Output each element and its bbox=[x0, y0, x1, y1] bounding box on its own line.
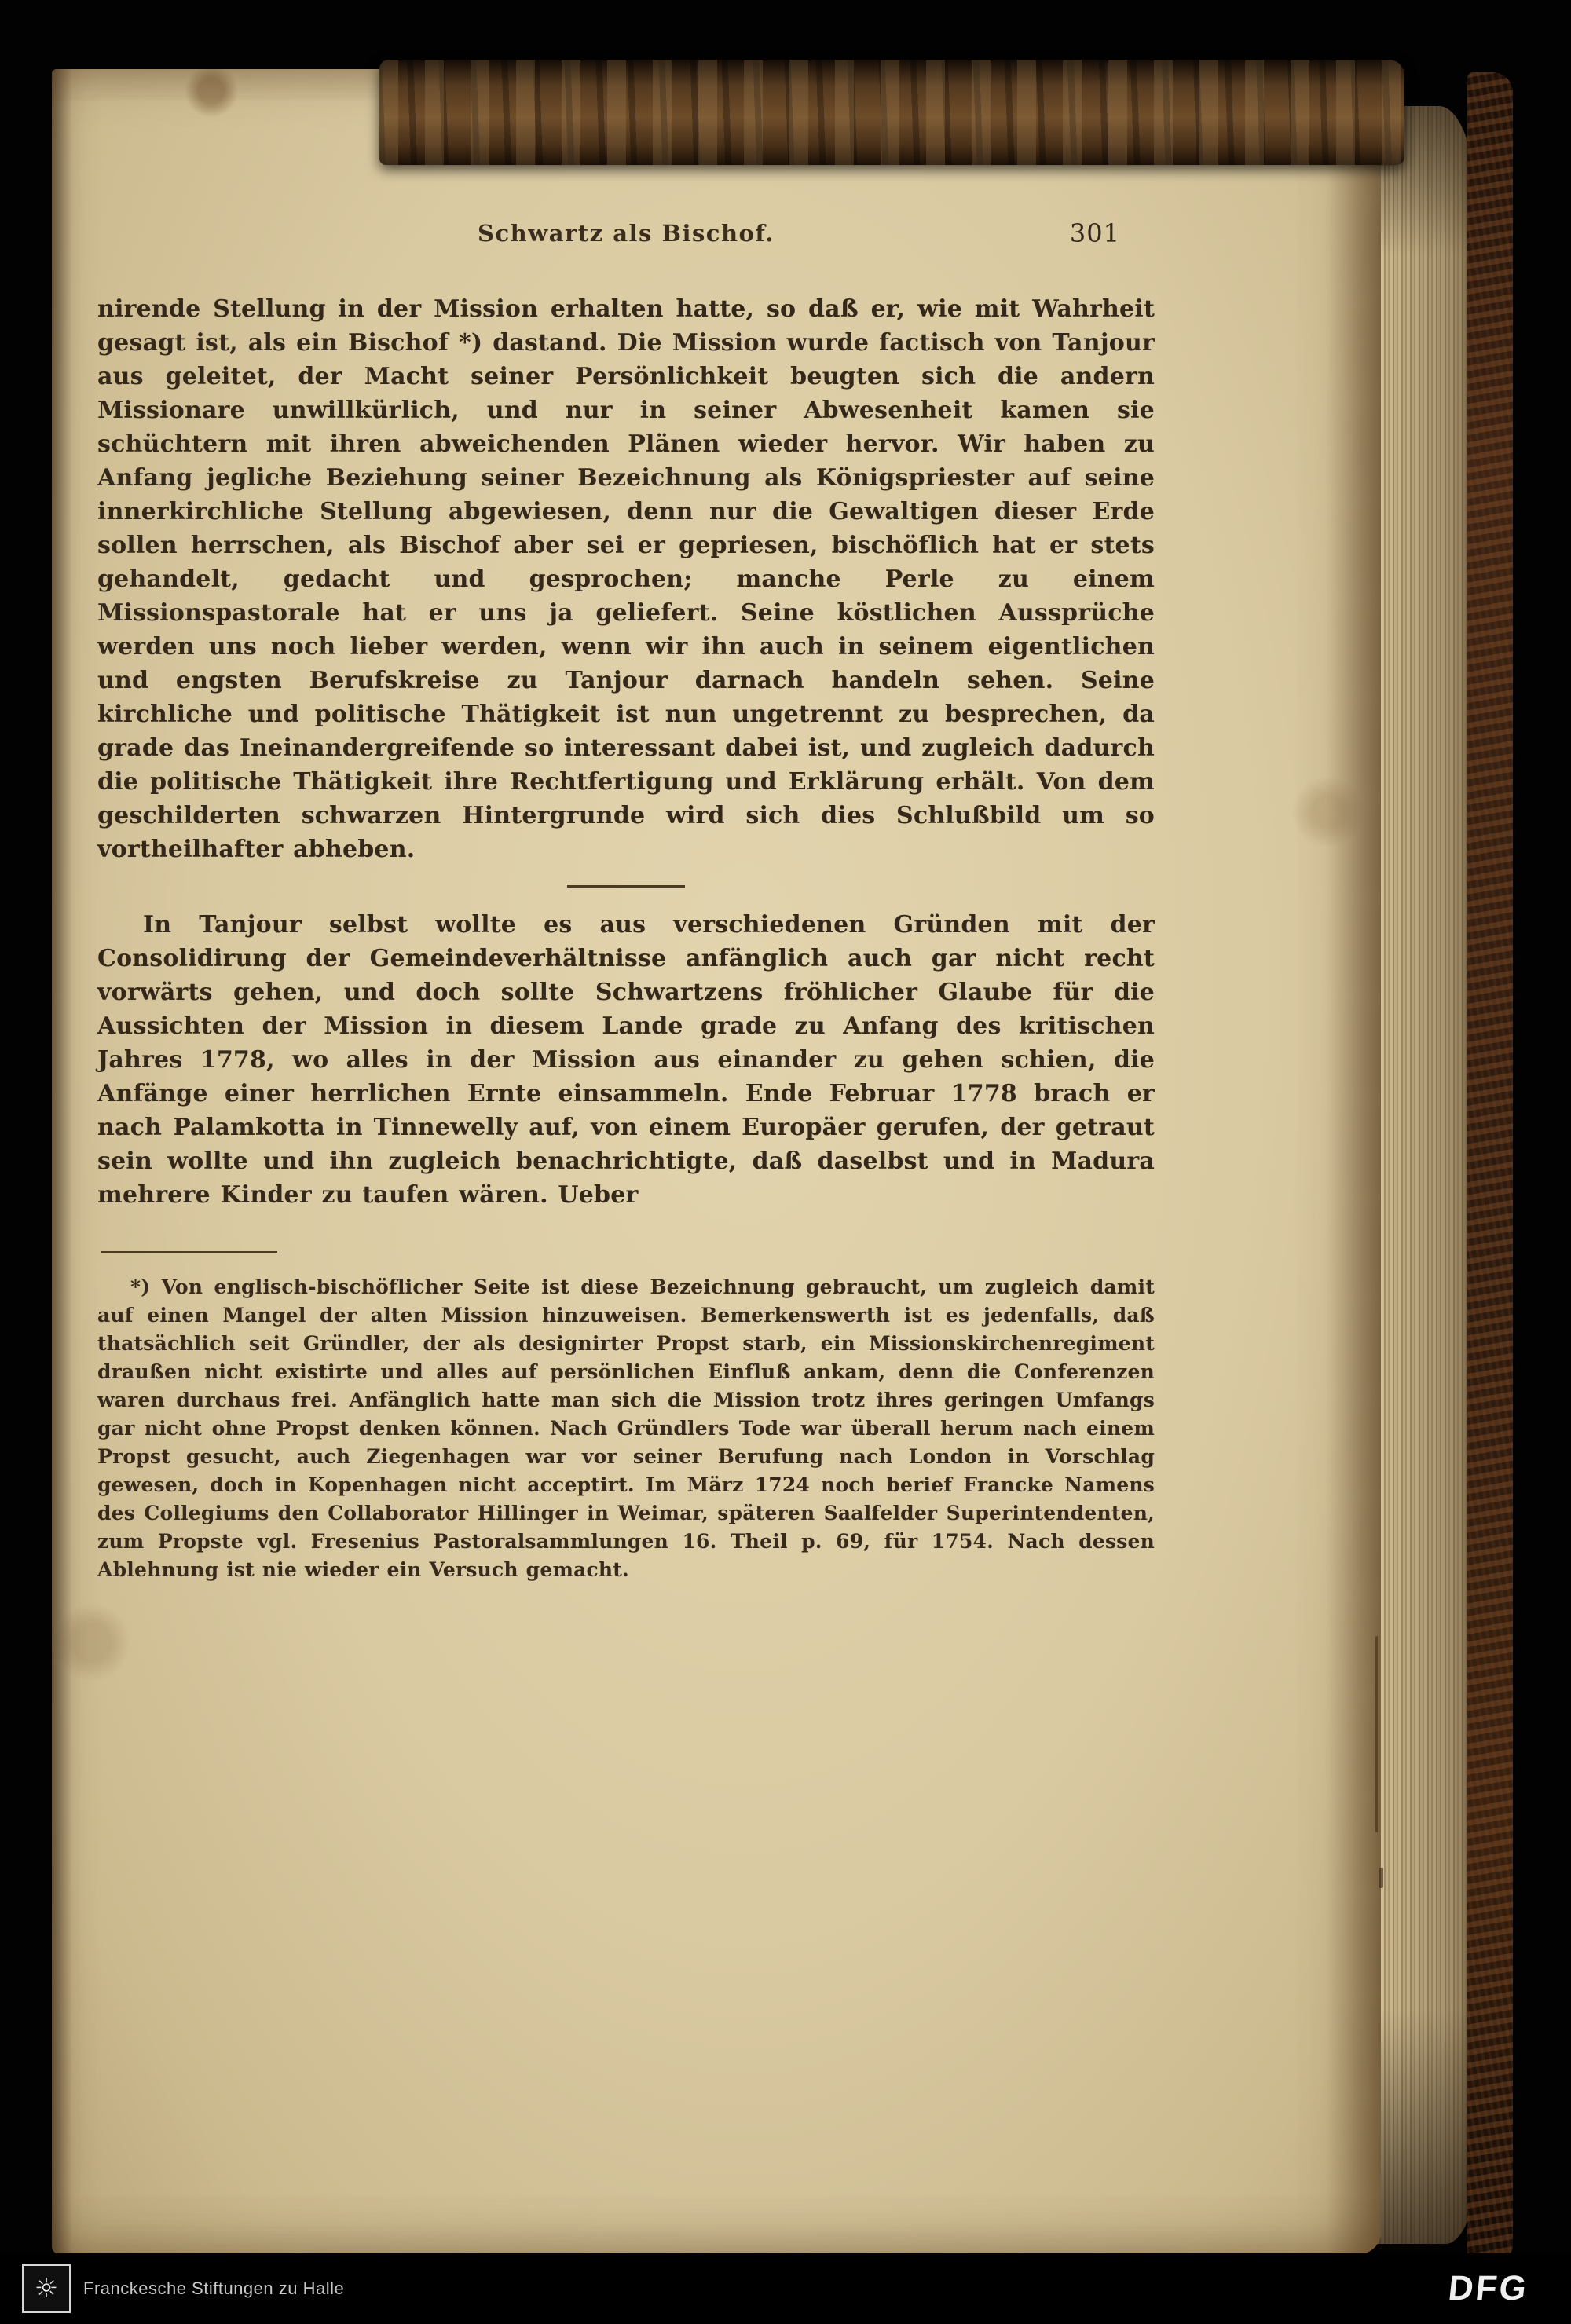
watermark-bar bbox=[0, 2253, 1571, 2324]
dfg-logo: DFG bbox=[1446, 2269, 1531, 2308]
francke-stiftungen-logo-icon: ☼ bbox=[22, 2264, 71, 2313]
footnote-separator-rule bbox=[101, 1251, 277, 1253]
running-title: Schwartz als Bischof. bbox=[478, 220, 775, 247]
book-board-edge bbox=[1467, 72, 1513, 2262]
page-header bbox=[97, 220, 1155, 251]
gutter-shadow bbox=[52, 69, 72, 2254]
page-stack-fore-edge bbox=[1368, 106, 1477, 2244]
paragraph-1: nirende Stellung in der Mission erhalten hatte, so daß er, wie mit Wahrheit gesagt ist, als ein Bischof *) dastand. Die Mission wurde factisch von Tanjour aus geleitet, der Macht seiner Persönlichkeit beugten sich die andern Missionare unwillkürlich, und nur in seiner Abwesenheit kamen sie schüchtern mit ihren abweichenden Plänen wieder hervor. Wir haben zu Anfang jegliche Beziehung seiner Bezeichnung als Königspriester auf seine innerkirchliche Stellung abgewiesen, denn nur die Gewaltigen dieser Erde sollen herrschen, als Bischof aber sei er gepriesen, bischöflich hat er stets gehandelt, gedacht und gesprochen; manche Perle zu einem Missionspastorale hat er uns ja geliefert. Seine köstlichen Aussprüche werden uns noch lieber werden, wenn wir ihn auch in seinem eigentlichen und engsten Berufskreise zu Tanjour darnach handeln sehen. Seine kirchliche und politische Thätigkeit ist nun ungetrennt zu besprechen, da grade das Ineinandergreifende so interessant dabei ist, und zugleich dadurch die politische Thätigkeit ihre Rechtfertigung und Erklärung erhält. Von dem geschilderten schwarzen Hintergrunde wird sich dies Schlußbild um so vortheilhafter abheben. bbox=[97, 295, 1155, 863]
page-number: 301 bbox=[1069, 218, 1120, 248]
margin-mark bbox=[1375, 1636, 1378, 1832]
footnote-text: *) Von englisch-bischöflicher Seite ist diese Bezeichnung gebraucht, um zugleich damit auf einen Mangel der alten Mission hinzuweisen. Bemerkenswerth ist es jedenfalls, daß thatsächlich seit Gründler, der als designirter Propst starb, ein Missionskirchenregiment draußen nicht existirte und alles auf persönlichen Einfluß ankam, denn die Conferenzen waren durchaus frei. Anfänglich hatte man sich die Mission trotz ihres geringen Umfangs gar nicht ohne Propst denken können. Nach Gründlers Tode war überall herum nach einem Propst gesucht, auch Ziegenhagen war vor seiner Berufung nach London in Vorschlag gewesen, doch in Kopenhagen nicht acceptirt. Im März 1724 noch berief Francke Namens des Collegiums den Collaborator Hillinger in Weimar, späteren Saalfelder Superintendenten, zum Propste vgl. Fresenius Pastoralsammlungen 16. Theil p. 69, für 1754. Nach dessen Ablehnung ist nie wieder ein Versuch gemacht. bbox=[97, 1275, 1155, 1581]
margin-mark bbox=[1379, 1868, 1383, 1888]
paragraph-2: In Tanjour selbst wollte es aus verschiedenen Gründen mit der Consolidirung der Gemeindeverhältnisse anfänglich auch gar nicht recht vorwärts gehen, und doch sollte Schwartzens fröhlicher Glaube für die Aussichten der Mission in diesem Lande grade zu Anfang des kritischen Jahres 1778, wo alles in der Mission aus einander zu gehen schien, die Anfänge einer herrlichen Ernte einsammeln. Ende Februar 1778 brach er nach Palamkotta in Tinnewelly auf, von einem Europäer gerufen, der getraut sein wollte und ihn zugleich benachrichtigte, daß daselbst und in Madura mehrere Kinder zu taufen wären. Ueber bbox=[97, 911, 1155, 1209]
page-curl-shadow bbox=[1326, 69, 1381, 2254]
section-divider-rule bbox=[567, 885, 685, 888]
page-body bbox=[97, 220, 1155, 1584]
francke-logo-group bbox=[22, 2264, 344, 2313]
book-page bbox=[52, 69, 1381, 2254]
francke-stiftungen-label: Franckesche Stiftungen zu Halle bbox=[83, 2278, 345, 2298]
book-cover-top-edge bbox=[379, 60, 1404, 165]
